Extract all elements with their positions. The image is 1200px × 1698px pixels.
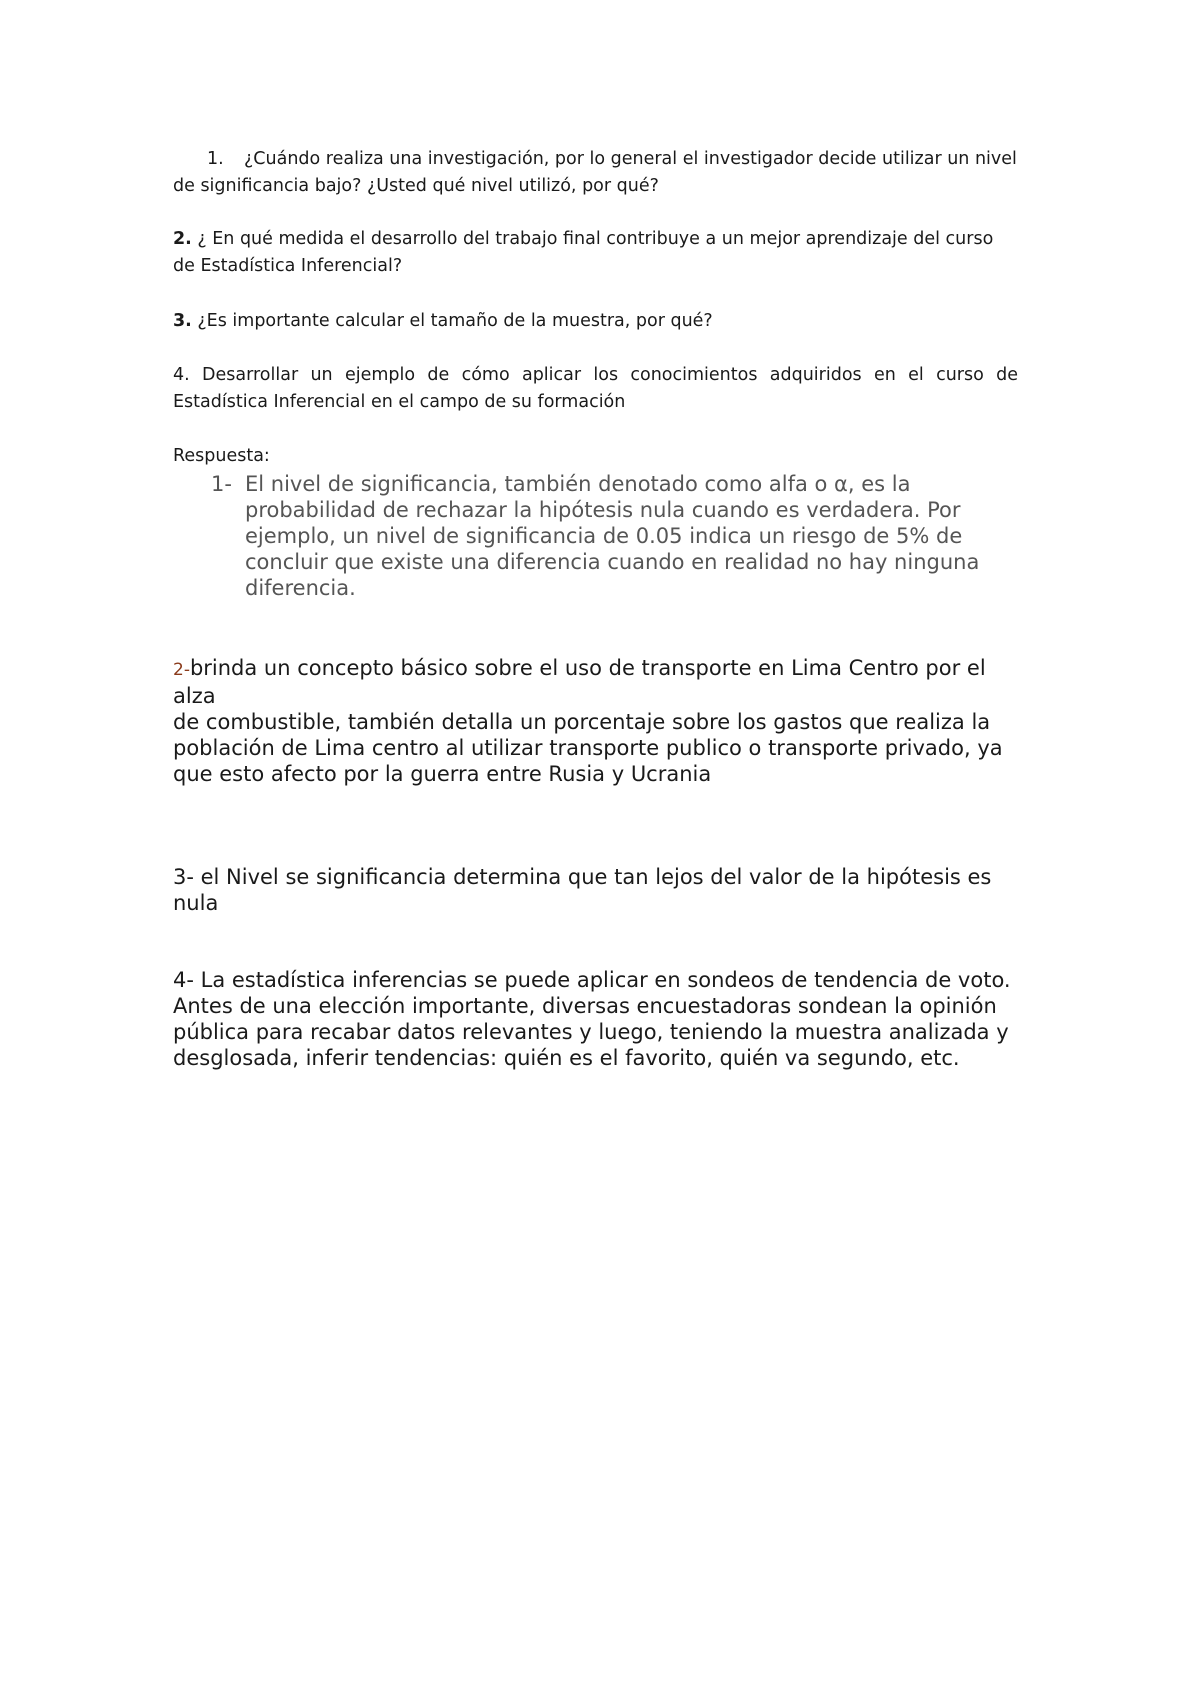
question-3 [173,308,1018,335]
question-4-number: 4. [173,365,190,385]
answer-1-text: El nivel de significancia, también denotado como alfa o α, es la probabilidad de rechazar la hipótesis nula cuando es verdadera. Por ejemplo, un nivel de significancia de 0.05 indica un riesgo de 5% de concluir que existe una diferencia cuando en realidad no hay ninguna diferencia. [245,472,980,600]
question-1-text: ¿Cuándo realiza una investigación, por lo general el investigador decide utilizar un nivel de significancia bajo? ¿Usted qué nivel utilizó, por qué? [173,149,1017,196]
answer-2-line-4: que esto afecto por la guerra entre Rusia y Ucrania [173,762,712,786]
answer-2-line-3: población de Lima centro al utilizar transporte publico o transporte privado, ya [173,736,1003,760]
question-3-number: 3. [173,311,192,331]
answer-2-number: 2- [173,660,190,680]
question-4 [173,362,1018,416]
answer-2 [173,655,1033,787]
answer-2-line-1 [173,655,1033,709]
answer-3-text: 3- el Nivel se significancia determina que tan lejos del valor de la hipótesis es nula [173,865,992,915]
question-3-text: ¿Es importante calcular el tamaño de la muestra, por qué? [191,311,713,331]
answer-2-line-1-text: brinda un concepto básico sobre el uso de transporte en Lima Centro por el alza [173,656,986,708]
question-1-number: 1. [207,149,224,169]
question-2-number: 2. [173,229,192,249]
question-4-text: Desarrollar un ejemplo de cómo aplicar los conocimientos adquiridos en el curso de Estadística Inferencial en el campo de su formación [173,365,1018,412]
answer-1-number: 1- [211,472,232,496]
answer-4-text: 4- La estadística inferencias se puede aplicar en sondeos de tendencia de voto. Antes de una elección importante, diversas encuestadoras sondean la opinión pública para recabar datos relevantes y luego, teniendo la muestra analizada y desglosada, inferir tendencias: quién es el favorito, quién va segundo, etc. [173,968,1011,1070]
answers-label: Respuesta: [173,446,270,466]
question-2-text: ¿ En qué medida el desarrollo del trabajo final contribuye a un mejor aprendizaje del curso de Estadística Inferencial? [173,229,994,276]
answer-2-line-2: de combustible, también detalla un porcentaje sobre los gastos que realiza la [173,710,991,734]
question-2 [173,226,1018,280]
